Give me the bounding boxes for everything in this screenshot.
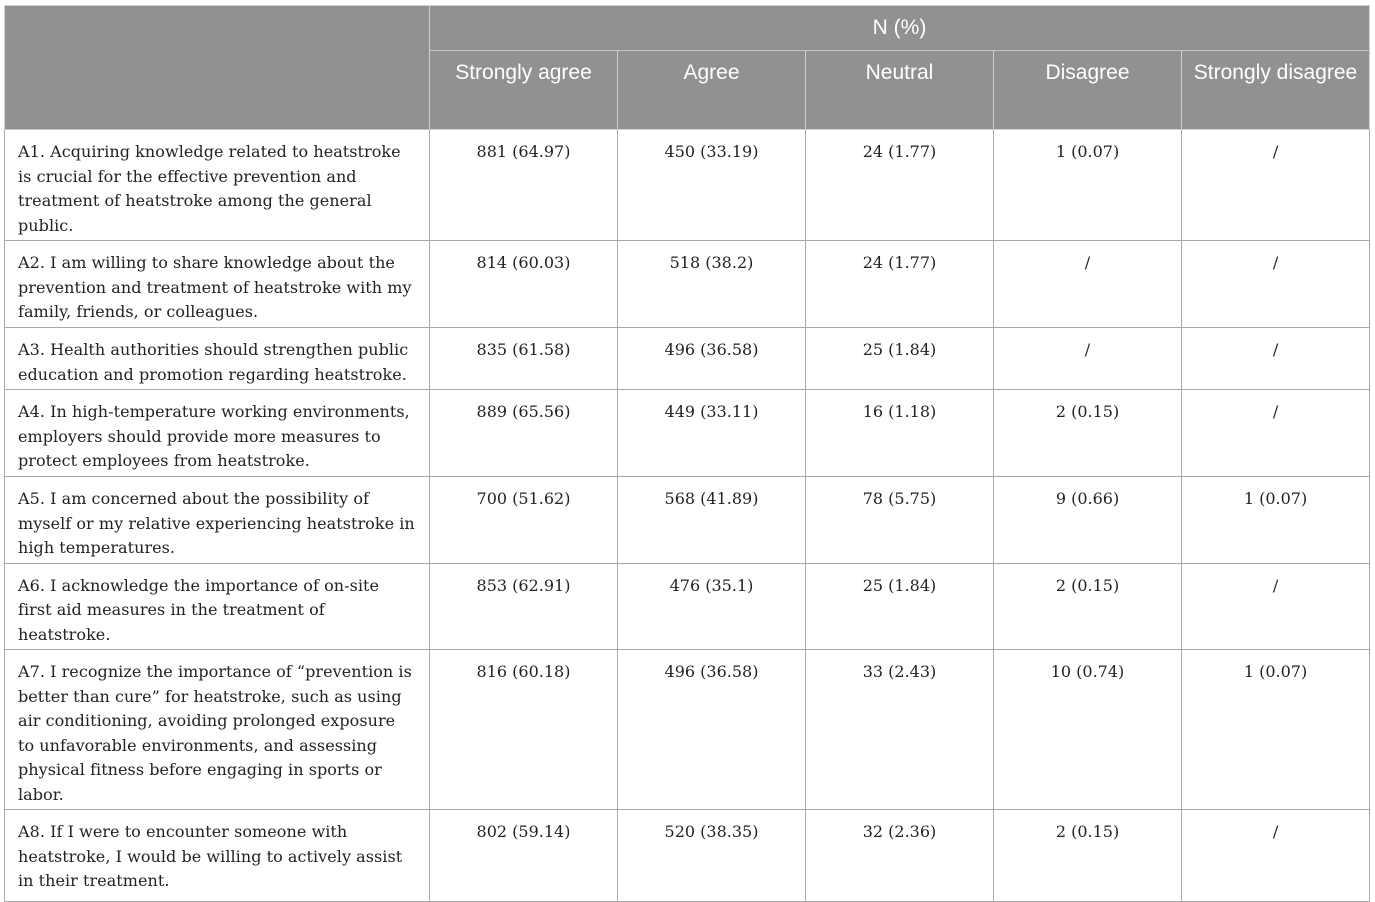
value-strongly-agree: 802 (59.14)	[430, 810, 618, 902]
value-strongly-disagree: 1 (0.07)	[1182, 477, 1370, 564]
table-row	[5, 810, 1370, 902]
value-strongly-agree: 816 (60.18)	[430, 650, 618, 810]
value-strongly-disagree: /	[1182, 563, 1370, 650]
item-text: A5. I am concerned about the possibility of myself or my relative experiencing heatstroke in high temperatures.	[5, 477, 430, 564]
item-text: A2. I am willing to share knowledge about the prevention and treatment of heatstroke with my family, friends, or colleagues.	[5, 241, 430, 328]
value-neutral: 16 (1.18)	[806, 390, 994, 477]
value-neutral: 25 (1.84)	[806, 328, 994, 390]
value-strongly-agree: 835 (61.58)	[430, 328, 618, 390]
value-disagree: /	[994, 328, 1182, 390]
header-group-label: N (%)	[430, 6, 1370, 51]
value-neutral: 33 (2.43)	[806, 650, 994, 810]
table-row	[5, 563, 1370, 650]
value-neutral: 24 (1.77)	[806, 241, 994, 328]
item-text: A1. Acquiring knowledge related to heatstroke is crucial for the effective prevention and treatment of heatstroke among the general public.	[5, 130, 430, 241]
table-row	[5, 241, 1370, 328]
header-agree: Agree	[618, 51, 806, 130]
value-strongly-disagree: /	[1182, 328, 1370, 390]
table-body	[5, 130, 1370, 902]
value-agree: 518 (38.2)	[618, 241, 806, 328]
value-agree: 520 (38.35)	[618, 810, 806, 902]
value-neutral: 32 (2.36)	[806, 810, 994, 902]
attitude-survey-table	[4, 5, 1370, 902]
value-strongly-disagree: /	[1182, 390, 1370, 477]
value-disagree: /	[994, 241, 1182, 328]
table-row	[5, 390, 1370, 477]
value-neutral: 25 (1.84)	[806, 563, 994, 650]
value-agree: 496 (36.58)	[618, 328, 806, 390]
value-disagree: 2 (0.15)	[994, 810, 1182, 902]
item-text: A4. In high-temperature working environments, employers should provide more measures to protect employees from heatstroke.	[5, 390, 430, 477]
value-strongly-disagree: 1 (0.07)	[1182, 650, 1370, 810]
table-row	[5, 477, 1370, 564]
value-agree: 476 (35.1)	[618, 563, 806, 650]
header-strongly-agree: Strongly agree	[430, 51, 618, 130]
value-strongly-agree: 881 (64.97)	[430, 130, 618, 241]
value-disagree: 1 (0.07)	[994, 130, 1182, 241]
header-neutral: Neutral	[806, 51, 994, 130]
item-text: A8. If I were to encounter someone with heatstroke, I would be willing to actively assist in their treatment.	[5, 810, 430, 902]
table-row	[5, 130, 1370, 241]
value-strongly-agree: 700 (51.62)	[430, 477, 618, 564]
value-agree: 450 (33.19)	[618, 130, 806, 241]
value-strongly-disagree: /	[1182, 241, 1370, 328]
item-text: A7. I recognize the importance of “prevention is better than cure” for heatstroke, such as using air conditioning, avoiding prolonged exposure to unfavorable environments, and assessing physical fitness before engaging in sports or labor.	[5, 650, 430, 810]
value-neutral: 78 (5.75)	[806, 477, 994, 564]
header-group-row	[5, 6, 1370, 51]
value-disagree: 9 (0.66)	[994, 477, 1182, 564]
table-row	[5, 650, 1370, 810]
value-disagree: 10 (0.74)	[994, 650, 1182, 810]
value-agree: 449 (33.11)	[618, 390, 806, 477]
value-agree: 496 (36.58)	[618, 650, 806, 810]
value-strongly-disagree: /	[1182, 130, 1370, 241]
value-disagree: 2 (0.15)	[994, 390, 1182, 477]
item-text: A3. Health authorities should strengthen public education and promotion regarding heatstroke.	[5, 328, 430, 390]
value-neutral: 24 (1.77)	[806, 130, 994, 241]
value-strongly-disagree: /	[1182, 810, 1370, 902]
item-text: A6. I acknowledge the importance of on-site first aid measures in the treatment of heatstroke.	[5, 563, 430, 650]
header-corner-cell	[5, 6, 430, 130]
value-agree: 568 (41.89)	[618, 477, 806, 564]
value-strongly-agree: 889 (65.56)	[430, 390, 618, 477]
header-disagree: Disagree	[994, 51, 1182, 130]
value-strongly-agree: 853 (62.91)	[430, 563, 618, 650]
header-strongly-disagree: Strongly disagree	[1182, 51, 1370, 130]
value-disagree: 2 (0.15)	[994, 563, 1182, 650]
table-header	[5, 6, 1370, 130]
value-strongly-agree: 814 (60.03)	[430, 241, 618, 328]
table-row	[5, 328, 1370, 390]
